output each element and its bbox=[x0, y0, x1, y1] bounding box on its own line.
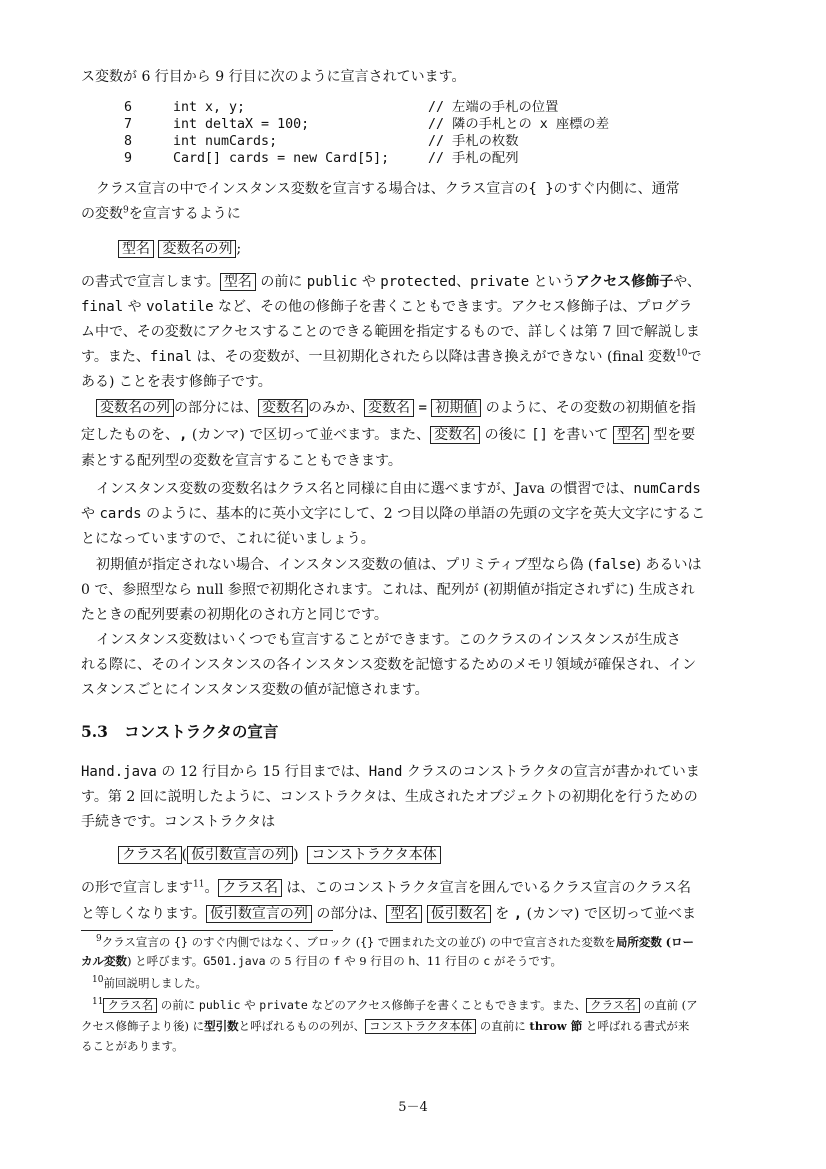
footnote-10: $^{10}$前回説明しました。 bbox=[92, 975, 207, 990]
syntax-box: 変数名の列 bbox=[158, 240, 236, 258]
code-comment: // 隣の手札との x 座標の差 bbox=[428, 117, 610, 132]
footnote-rule bbox=[81, 930, 333, 931]
paragraph-line: 0 で、参照型なら null 参照で初期化されます。これは、配列が (初期値が指定されずに) 生成され bbox=[81, 582, 695, 598]
syntax-box: 変数名 bbox=[258, 399, 308, 417]
paragraph-line: の形で宣言します$^{11}$。 クラス名 は、このコンストラクタ宣言を囲んでいるクラス宣言のクラス名 bbox=[81, 879, 691, 896]
syntax-box: 仮引数宣言の列 bbox=[187, 846, 293, 864]
code-comment: // 手札の枚数 bbox=[428, 134, 519, 149]
section-number: 5.3 bbox=[81, 722, 108, 741]
paragraph-line: の書式で宣言します。 型名 の前に public や protected、private というアクセス修飾子や、 bbox=[81, 274, 701, 290]
syntax-box: 仮引数宣言の列 bbox=[206, 905, 312, 923]
paragraph-line: す。第 2 回に説明したように、コンストラクタは、生成されたオブジェクトの初期化を行うための bbox=[81, 789, 698, 805]
code-comment: // 左端の手札の位置 bbox=[428, 100, 559, 115]
syntax-box: 初期値 bbox=[431, 399, 481, 417]
section-heading bbox=[81, 721, 278, 743]
paragraph-line: ム中で、その変数にアクセスすることのできる範囲を指定するもので、詳しくは第 7 回で解説しま bbox=[81, 324, 700, 340]
paragraph-line: 変数名の列 の部分には、 変数名 のみか、 変数名 = 初期値 のように、その変数の初期値を指 bbox=[96, 398, 726, 418]
code-comment: // 手札の配列 bbox=[428, 151, 519, 166]
code-text: int numCards; bbox=[173, 134, 278, 149]
code-line: 6 bbox=[124, 100, 133, 115]
syntax-box: クラス名 bbox=[218, 879, 282, 897]
paragraph-line: と等しくなります。 仮引数宣言の列 の部分は、 型名 仮引数名 を , (カンマ) で区切って並べま bbox=[81, 906, 696, 922]
code-line: 8 bbox=[124, 134, 133, 149]
syntax-box: クラス名 bbox=[586, 998, 640, 1013]
paragraph-line: れる際に、そのインスタンスの各インスタンス変数を記憶するためのメモリ領域が確保され、イン bbox=[81, 657, 697, 673]
code-text: int deltaX = 100; bbox=[173, 117, 310, 132]
footnote-11-cont2: ることがあります。 bbox=[81, 1039, 184, 1053]
syntax-box: コンストラクタ本体 bbox=[365, 1019, 476, 1034]
syntax-box: 型名 bbox=[613, 426, 649, 444]
paragraph-line: インスタンス変数の変数名はクラス名と同様に自由に選べますが、Java の慣習では、numCards bbox=[96, 481, 701, 497]
syntax-box: クラス名 bbox=[118, 846, 182, 864]
code-text: Card[] cards = new Card[5]; bbox=[173, 151, 390, 166]
declaration-syntax: 型名 変数名の列 ; bbox=[118, 239, 748, 259]
syntax-box: 型名 bbox=[118, 240, 154, 258]
page-number: 5－4 bbox=[398, 1100, 428, 1115]
paragraph-line: スタンスごとにインスタンス変数の値が記憶されます。 bbox=[81, 682, 429, 698]
syntax-box: 型名 bbox=[220, 273, 256, 291]
syntax-box: 変数名の列 bbox=[96, 399, 174, 417]
section-title: コンストラクタの宣言 bbox=[124, 722, 279, 741]
code-text: int x, y; bbox=[173, 100, 246, 115]
paragraph-line: Hand.java の 12 行目から 15 行目までは、Hand クラスのコンストラクタの宣言が書かれていま bbox=[81, 764, 700, 780]
syntax-box: コンストラクタ本体 bbox=[307, 846, 440, 864]
code-line: 7 bbox=[124, 117, 133, 132]
footnote-11: $^{11}$ クラス名 の前に public や private などのアクセス修飾子を書くこともできます。また、 クラス名 の直前 (ア bbox=[92, 997, 698, 1012]
paragraph-line: 定したものを、, (カンマ) で区切って並べます。また、 変数名 の後に [] を書いて 型名 型を要 bbox=[81, 427, 696, 443]
paragraph-line: 初期値が指定されない場合、インスタンス変数の値は、プリミティブ型なら偽 (false) あるいは bbox=[96, 557, 702, 573]
code-line: 9 bbox=[124, 151, 133, 166]
paragraph-line: インスタンス変数はいくつでも宣言することができます。このクラスのインスタンスが生成さ bbox=[96, 632, 681, 648]
footnote-9: $^9$クラス宣言の {} のすぐ内側ではなく、ブロック ({} で囲まれた文の並び) の中で宣言された変数を局所変数 (ロー bbox=[96, 934, 695, 949]
paragraph-line: クラス宣言の中でインスタンス変数を宣言する場合は、クラス宣言の{ }のすぐ内側に、通常 bbox=[96, 181, 680, 197]
syntax-box: クラス名 bbox=[103, 998, 157, 1013]
footnote-ref: 9 bbox=[123, 205, 129, 216]
footnote-ref: 11 bbox=[193, 879, 205, 890]
paragraph-line: や cards のように、基本的に英小文字にして、2 つ目以降の単語の先頭の文字を英大文字にするこ bbox=[81, 506, 706, 522]
paragraph-line: す。また、final は、その変数が、一旦初期化されたら以降は書き換えができない (final 変数$^{10}$で bbox=[81, 348, 702, 365]
paragraph-line: とになっていますので、これに従いましょう。 bbox=[81, 531, 375, 547]
syntax-box: 変数名 bbox=[430, 426, 480, 444]
paragraph-line: たときの配列要素の初期化のされ方と同じです。 bbox=[81, 607, 388, 623]
footnote-9-cont: カル変数) と呼びます。G501.java の 5 行目の f や 9 行目の h、11 行目の c がそうです。 bbox=[81, 954, 562, 968]
paragraph-line: の変数$^9$を宣言するように bbox=[81, 205, 241, 222]
syntax-box: 型名 bbox=[386, 905, 422, 923]
footnote-ref: 10 bbox=[676, 348, 688, 359]
constructor-syntax: クラス名 ( 仮引数宣言の列 ) コンストラクタ本体 bbox=[118, 845, 748, 865]
paragraph-intro: ス変数が 6 行目から 9 行目に次のように宣言されています。 bbox=[81, 69, 466, 85]
syntax-box: 仮引数名 bbox=[427, 905, 491, 923]
syntax-box: 変数名 bbox=[364, 399, 414, 417]
paragraph-line: 素とする配列型の変数を宣言することもできます。 bbox=[81, 453, 402, 469]
paragraph-line: ある) ことを表す修飾子です。 bbox=[81, 374, 272, 390]
paragraph-line: final や volatile など、その他の修飾子を書くこともできます。アクセス修飾子は、プログラ bbox=[81, 299, 693, 315]
paragraph-line: 手続きです。コンストラクタは bbox=[81, 814, 276, 830]
footnote-11-cont: クセス修飾子より後) に型引数と呼ばれるものの列が、 コンストラクタ本体 の直前に throw 節 と呼ばれる書式が来 bbox=[81, 1019, 690, 1033]
